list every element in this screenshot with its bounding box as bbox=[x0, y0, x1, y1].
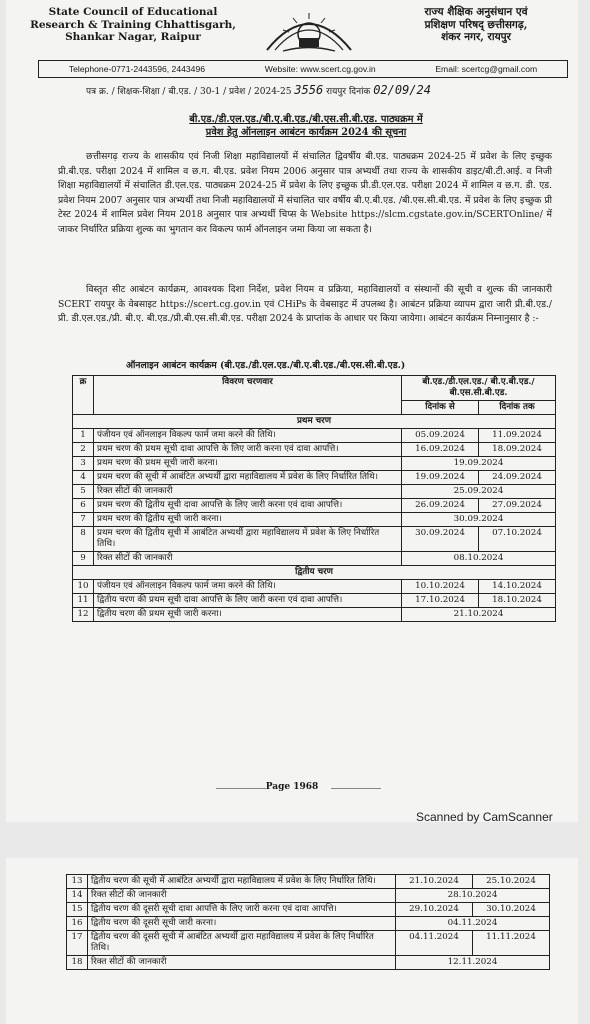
row-description: रिक्त सीटों की जानकारी bbox=[88, 956, 396, 970]
row-date-to: 30.10.2024 bbox=[473, 903, 550, 917]
table-row bbox=[73, 443, 556, 457]
row-number: 17 bbox=[67, 931, 88, 956]
row-number: 3 bbox=[73, 457, 94, 471]
document-page-2 bbox=[6, 858, 578, 1024]
table-row bbox=[73, 594, 556, 608]
row-date: 30.09.2024 bbox=[402, 513, 556, 527]
row-number: 1 bbox=[73, 429, 94, 443]
col-no-header: क्र bbox=[73, 376, 94, 415]
col-desc-header: विवरण चरणवार bbox=[94, 376, 402, 415]
table-row bbox=[67, 917, 550, 931]
row-description: द्वितीय चरण की प्रथम सूची दावा आपत्ति के लिए जारी करना एवं दावा आपत्ति। bbox=[94, 594, 402, 608]
table-row bbox=[73, 552, 556, 566]
phase-heading: प्रथम चरण bbox=[73, 415, 556, 429]
subject-heading bbox=[106, 113, 506, 139]
org-en-line: Research & Training Chhattisgarh, bbox=[30, 18, 236, 31]
row-date-from: 19.09.2024 bbox=[402, 471, 479, 485]
org-en-line: State Council of Educational bbox=[48, 6, 218, 18]
row-number: 4 bbox=[73, 471, 94, 485]
row-description: प्रथम चरण की द्वितीय सूची में आबंटित अभ्यर्थी द्वारा महाविद्यालय में प्रवेश के लिए निर्धारित तिथि। bbox=[94, 527, 402, 552]
website-text: Website: www.scert.cg.gov.in bbox=[264, 64, 376, 74]
row-number: 7 bbox=[73, 513, 94, 527]
row-number: 8 bbox=[73, 527, 94, 552]
row-number: 11 bbox=[73, 594, 94, 608]
camscanner-watermark: Scanned by CamScanner bbox=[416, 810, 553, 824]
row-date-from: 05.09.2024 bbox=[402, 429, 479, 443]
place-date-label: रायपुर दिनांक bbox=[326, 87, 371, 97]
table-row bbox=[73, 485, 556, 499]
row-number: 18 bbox=[67, 956, 88, 970]
contact-bar bbox=[38, 60, 568, 78]
reference-number: 3556 bbox=[294, 83, 324, 97]
row-date-from: 10.10.2024 bbox=[402, 580, 479, 594]
row-date: 21.10.2024 bbox=[402, 608, 556, 622]
row-description: प्रथम चरण की द्वितीय सूची जारी करना। bbox=[94, 513, 402, 527]
table-row bbox=[67, 903, 550, 917]
table-row bbox=[73, 429, 556, 443]
row-date-to: 14.10.2024 bbox=[479, 580, 556, 594]
row-date-from: 04.11.2024 bbox=[396, 931, 473, 956]
divider bbox=[331, 788, 381, 789]
schedule-table-continued bbox=[66, 874, 550, 970]
table-row bbox=[73, 471, 556, 485]
row-date: 12.11.2024 bbox=[396, 956, 550, 970]
reference-line bbox=[86, 82, 566, 100]
subject-line: बी.एड./डी.एल.एड./बी.ए.बी.एड./बी.एस.सी.बी.एड. पाठ्यक्रम में bbox=[189, 114, 423, 125]
col-from-header: दिनांक से bbox=[402, 401, 479, 415]
table-row bbox=[73, 513, 556, 527]
organization-name-hindi bbox=[376, 6, 576, 44]
row-number: 6 bbox=[73, 499, 94, 513]
row-description: द्वितीय चरण की सूची में आबंटित अभ्यर्थी द्वारा महाविद्यालय में प्रवेश के लिए निर्धारित तिथि। bbox=[88, 875, 396, 889]
row-date-from: 17.10.2024 bbox=[402, 594, 479, 608]
table-row bbox=[67, 931, 550, 956]
org-en-line: Shankar Nagar, Raipur bbox=[65, 31, 201, 43]
reference-date: 02/09/24 bbox=[373, 83, 431, 97]
row-number: 5 bbox=[73, 485, 94, 499]
row-date: 19.09.2024 bbox=[402, 457, 556, 471]
phase-heading-row bbox=[73, 415, 556, 429]
row-description: द्वितीय चरण की प्रथम सूची जारी करना। bbox=[94, 608, 402, 622]
org-hi-line: प्रशिक्षण परिषद् छत्तीसगढ़, bbox=[424, 18, 528, 31]
schedule-table bbox=[72, 375, 556, 622]
row-number: 9 bbox=[73, 552, 94, 566]
row-date-from: 21.10.2024 bbox=[396, 875, 473, 889]
row-number: 2 bbox=[73, 443, 94, 457]
row-date-to: 11.09.2024 bbox=[479, 429, 556, 443]
row-description: रिक्त सीटों की जानकारी bbox=[94, 552, 402, 566]
row-date: 08.10.2024 bbox=[402, 552, 556, 566]
row-description: द्वितीय चरण की दूसरी सूची दावा आपत्ति के लिए जारी करना एवं दावा आपत्ति। bbox=[88, 903, 396, 917]
row-date-from: 30.09.2024 bbox=[402, 527, 479, 552]
row-description: प्रथम चरण की प्रथम सूची दावा आपत्ति के लिए जारी करना एवं दावा आपत्ति। bbox=[94, 443, 402, 457]
row-description: प्रथम चरण की द्वितीय सूची दावा आपत्ति के लिए जारी करना एवं दावा आपत्ति। bbox=[94, 499, 402, 513]
row-date-to: 25.10.2024 bbox=[473, 875, 550, 889]
row-date-from: 29.10.2024 bbox=[396, 903, 473, 917]
row-description: पंजीयन एवं ऑनलाइन विकल्प फार्म जमा करने की तिथि। bbox=[94, 429, 402, 443]
row-description: प्रथम चरण की प्रथम सूची जारी करना। bbox=[94, 457, 402, 471]
row-date-to: 24.09.2024 bbox=[479, 471, 556, 485]
row-description: द्वितीय चरण की दूसरी सूची में आबंटित अभ्यर्थी द्वारा महाविद्यालय में प्रवेश के लिए निर्धारित तिथि। bbox=[88, 931, 396, 956]
col-course-header: बी.एड./डी.एल.एड./ बी.ए.बी.एड./बी.एस.सी.बी.एड. bbox=[402, 376, 556, 401]
row-date: 25.09.2024 bbox=[402, 485, 556, 499]
subject-line: प्रवेश हेतु ऑनलाइन आबंटन कार्यक्रम 2024 की सूचना bbox=[205, 127, 407, 138]
row-number: 16 bbox=[67, 917, 88, 931]
table-row bbox=[67, 875, 550, 889]
col-to-header: दिनांक तक bbox=[479, 401, 556, 415]
table-header-row bbox=[73, 376, 556, 401]
page-number: Page 1968 bbox=[265, 782, 319, 792]
schedule-title: ऑनलाइन आबंटन कार्यक्रम (बी.एड./डी.एल.एड./बी.ए.बी.एड./बी.एस.सी.बी.एड.) bbox=[126, 360, 406, 371]
row-number: 12 bbox=[73, 608, 94, 622]
reference-text: पत्र क्र. / शिक्षक-शिक्षा / बी.एड. / 30-1 / प्रवेश / 2024-25 bbox=[86, 87, 292, 97]
table-row bbox=[73, 580, 556, 594]
row-date-to: 11.11.2024 bbox=[473, 931, 550, 956]
row-number: 15 bbox=[67, 903, 88, 917]
organization-name-english bbox=[18, 6, 248, 44]
row-date-to: 27.09.2024 bbox=[479, 499, 556, 513]
email-text: Email: scertcg@gmail.com bbox=[435, 64, 538, 74]
row-number: 14 bbox=[67, 889, 88, 903]
table-row bbox=[67, 956, 550, 970]
table-row bbox=[67, 889, 550, 903]
row-description: रिक्त सीटों की जानकारी bbox=[94, 485, 402, 499]
table-row bbox=[73, 457, 556, 471]
phase-heading: द्वितीय चरण bbox=[73, 566, 556, 580]
row-description: प्रथम चरण की सूची में आबंटित अभ्यर्थी द्वारा महाविद्यालय में प्रवेश के लिए निर्धारित तिथि। bbox=[94, 471, 402, 485]
row-number: 13 bbox=[67, 875, 88, 889]
row-description: रिक्त सीटों की जानकारी bbox=[88, 889, 396, 903]
row-date-to: 18.10.2024 bbox=[479, 594, 556, 608]
row-date-from: 26.09.2024 bbox=[402, 499, 479, 513]
phase-heading-row bbox=[73, 566, 556, 580]
row-number: 10 bbox=[73, 580, 94, 594]
row-date-from: 16.09.2024 bbox=[402, 443, 479, 457]
row-date-to: 18.09.2024 bbox=[479, 443, 556, 457]
row-date-to: 07.10.2024 bbox=[479, 527, 556, 552]
row-date: 28.10.2024 bbox=[396, 889, 550, 903]
telephone-text: Telephone-0771-2443596, 2443496 bbox=[68, 64, 206, 74]
body-paragraph-2: विस्तृत सीट आबंटन कार्यक्रम, आवश्यक दिशा निर्देश, प्रवेश नियम व प्रक्रिया, महाविद्यालयों व संस्थानों की सूची व शुल्क की जानकारी SCERT रायपुर के वेबसाइट https://scert.cg.gov.in एवं CHiPs के वेबसाइट में उपलब्ध है। आबंटन प्रक्रिया व्यापम द्वारा जारी प्री.बी.एड./प्री. डी.एल.एड./प्री. बी.ए. बी.एड./प्री.बी.एस.सी.बी.एड. परीक्षा 2024 के प्राप्तांक के आधार पर किया जायेगा। आबंटन कार्यक्रम निम्नानुसार है :- bbox=[58, 284, 552, 325]
document-page-1 bbox=[6, 0, 578, 822]
row-date: 04.11.2024 bbox=[396, 917, 550, 931]
body-paragraph-1: छत्तीसगढ़ राज्य के शासकीय एवं निजी शिक्षा महाविद्यालयों में संचालित द्विवर्षीय बी.एड. पाठ्यक्रम 2024-25 में प्रवेश के लिए इच्छुक प्री.बी.एड. परीक्षा 2024 में शामिल व छ.ग. बी.एड. प्रवेश नियम 2006 अनुसार पात्र अभ्यर्थी तथा राज्य के शासकीय डाइट/बी.टी.आई. व निजी शिक्षा महाविद्यालयों में संचालित डी.एल.एड. पाठ्यक्रम 2024-25 में प्रवेश के लिए इच्छुक प्री.डी.एल.एड. परीक्षा 2024 में शामिल व छ.ग. डी. एड. प्रवेश नियम 2007 अनुसार पात्र अभ्यर्थी तथा निजी महाविद्यालयों में संचालित चार वर्षीय बी.ए.बी.एड. /बी.एस.सी.बी.एड. में प्रवेश के लिए इच्छुक प्री टेस्ट 2024 में शामिल प्रवेश नियम 2018 अनुसार पात्र अभ्यर्थी चिप्स के Website https://slcm.cgstate.gov.in/SCERTOnline/ में जाकर निर्धारित प्रक्रिया शुल्क का भुगतान कर विकल्प फार्म ऑनलाइन जमा किया जा सकता है। bbox=[58, 151, 552, 235]
table-row bbox=[73, 608, 556, 622]
org-hi-line: राज्य शैक्षिक अनुसंधान एवं bbox=[424, 6, 528, 18]
scert-emblem-icon bbox=[259, 4, 359, 58]
row-description: द्वितीय चरण की दूसरी सूची जारी करना। bbox=[88, 917, 396, 931]
table-row bbox=[73, 527, 556, 552]
table-row bbox=[73, 499, 556, 513]
row-description: पंजीयन एवं ऑनलाइन विकल्प फार्म जमा करने की तिथि। bbox=[94, 580, 402, 594]
org-hi-line: शंकर नगर, रायपुर bbox=[441, 31, 511, 43]
